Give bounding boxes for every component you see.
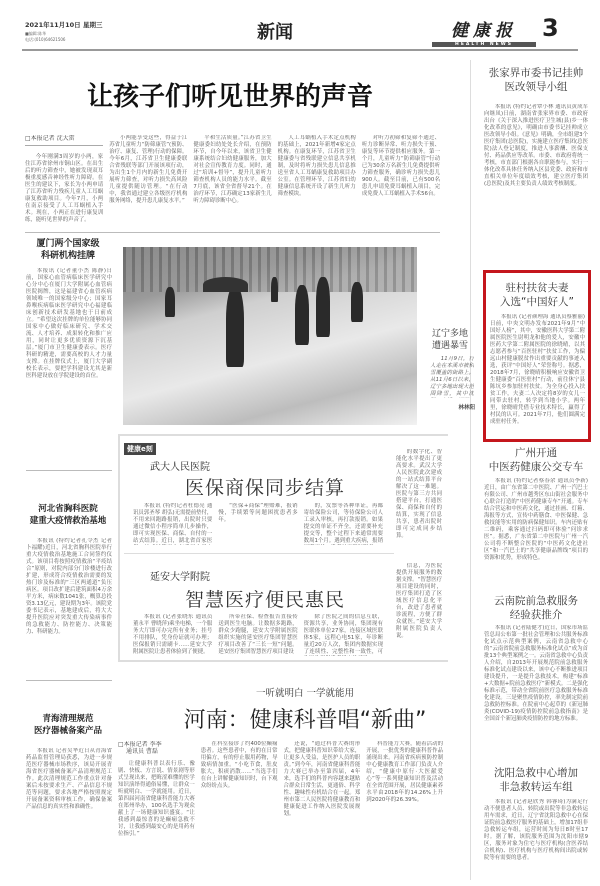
zhangjiajie-body: 本报讯 (特约记者覃小林 通讯员黄成军 向继凤)日前，湖南省张家界市委、市政府出台《关于深入推进医疗卫生城(县)乡一体化改革的意见》，明确由市委书记挂帅成立医改领导小组。《意见》明确，全市组建3个医疗集团(总医院)，实施建立医疗集团(总医院)法人登记制度，推进人事薪酬、医保支付、药品供应等改革。市委、市政府将统一考核，市直部门根据各自职能参与，实行一体化改革具体任务纳入区县党委、政府和市直相关单位年度绩效考核，建立医疗集团(总医院)及其主要负责人绩效考核制度。 xyxy=(484,104,588,187)
lead-article-body: □本报记者 沈大雷 今年刚满3周岁的小两，家住江苏省徐州市铜山区。在出生后的听力筛查中，她被发现双耳极重度感音神经性听力障碍。在医生的建议下，家长为小两申请了江苏省听力残疾儿童人工耳蜗康复救助项目。今年7月，小两在南京接受了人工耳蜗植入手术。现在，小两正在进行康复训练，能听见世界的声音了。 小两能享受这些，得益于江苏省儿童听力“防筛康管”(预防、治疗、康复、管理)行动的保障。今年6月，江苏省卫生健康委联合省残联等部门开展该项行动，为出生1个月内的新生儿免费开展听力筛查，对听力损失高风险儿童提供随访管理。“在行动中，我省通过建立各级医疗机构服务网络，提升患儿康复水平。” 平和生活质量。”江苏省卫生健康委妇幼处处长介绍，在预防环节，自今年以来，该省卫生健康系统结合妇幼健康服务，加大对社会宣传教育力度。同时，通过“培训+督导”，提升儿童听力筛查机构人员的能力水平。截至7月底，该省全省督导21个。在治疗环节，江苏确定13家新生儿听力障碍诊断中心。 人工耳蜗植入手术定点机构的基础上，2021年新增4家定点机构。在康复环节，江苏省卫生健康委与省残联建立信息共享机制，及时将听力损失患儿信息推送至省人工耳蜗康复救助项目办公室。在管理环节，江苏省妇幼健康信息系统开设了新生儿听力筛查模块。 对听力初筛和复筛不通过、听力诊断异常、听力损失干预、康复等环节提供相应服务。第一个月，儿童听力“防筛康管”行动已为30余万名新生儿免费提供听力筛查服务，确诊听力损失患儿900人。截至目前，已有500名患儿申请免费耳蜗植入项目，完成免费人工耳蜗植入手术56台。 xyxy=(25,135,441,223)
divider xyxy=(26,470,112,471)
guangzhou-body: 本报讯 (特约记者蔡春余 通讯员李新)近日，由广东省第二中医院、广州一汽巴士有限公司、广州市越秀区东山街社会服务中心联合打造的“中医药健康专车”开通。专车结合营运和中医药文化，通过挂画、灯箱、海报等方式，宣传中药膳食、中医保健、急救技能等实用的防病保健知识。车内还贴有二维码，乘客通过扫码即可体验“问诊求医”。据悉，广东省第二中医院与广州一汽公司将不断整合医院的“中医药文化进社区”和一汽巴士的“共享健康品牌线”项目的资源和优势，形成特色。 xyxy=(484,478,588,561)
divider xyxy=(25,232,440,233)
photo-headline: 辽宁多地 遭遇暴雪 xyxy=(431,329,468,351)
henan-headline: 河南：健康科普唱“新曲” xyxy=(183,708,427,733)
whu-body: 本报讯 (特约记者杜德亮 通讯员郭圣琴 胡弘)无需提前垫付，不用来回跑路报销，出院时只要通过微信小程序简单几步操作，即可实现医保、商保、自付的一站式结算。近日，湖北省首家医 “医保+商保”理赔难，报销慢，手续繁等问题困扰患者多年。 的，发票等各种单证，再邮寄给保险公司，等待保险公司人工录入审核，再打款报销。如果提交的单证不齐全，还需要补充提交等，整个过程下来通常需要数周1个月。遇到重大疾病，报销 xyxy=(133,503,383,544)
qinghai-body: 本报讯 记者吴华近日从青海省药品监督管理局获悉，为进一步规范医疗器械市场秩序，该局开展青海省医疗器械备案产品清理规范工作。此次清理规范工作重点针对备案后未按要求生产、产品信息不规范等问题，要求各地严格按照规定开展备案资料审核工作，确保备案产品信息的真实性和准确性。 xyxy=(26,748,112,810)
yanan-body-cont: 信息，为医院提供开展服务的数据支撑。“智慧医疗项目建设的同时，医疗集团打造了区域医疗信息化平台，改进了患者就诊流程，方便了群众就医。”延安大学附属医院负责人说。 xyxy=(396,563,442,639)
section-title: 新闻 xyxy=(257,22,293,43)
divider xyxy=(26,680,112,681)
issue-date: 2021年11月10日 星期三 xyxy=(25,21,103,29)
yunnan-headline: 云南院前急救服务 经验获推介 xyxy=(494,595,578,621)
yanan-body: 本报讯 (记者张晓东 通讯员董永平 曹晓萍)乘坐电梯，一个服务大厅即可办完所有业务；挂号不用排队，凭身份证就可办理；医保报销只需刷卡……延安大学附属医院让患者体验到了便捷。 所带社保、检查报告直接传送到医生电脑。让数据多跑路，群众少跑腿，延安大学附属医院组织实施的延安医疗集团智慧医疗项目改善了“三长一短”问题。延安医疗集团智慧医疗项目建设 除了医院之间的信息互联，资源共享，业务协同，集团现有医联体单位27家，连接区域医联体5家，远程心电51家，年诊断量近20万人次，集团内数据实现了连续性、完整性和一致性，可 xyxy=(133,614,383,655)
page-number: 3 xyxy=(542,14,559,42)
newspaper-logo: 健康报 HEALTH NEWS xyxy=(428,16,540,47)
hebei-body: 本报讯 (特约记者孔令杰 记者卜福耀)近日，河北省胸科医院举行重大疫情救治基地施工合同签约仪式。该项目将按照疫情救治“平疫结合”原则，对院内部分门诊楼进行改扩建，形成符合疫情救治需要的发热门诊及标准的“三区两通道”负压病区。项目改扩建后建筑面积4万余平方米，病床数1041张，概算总投资3.13亿元，建设期为3年。该院党委书记表示，基地建成后，将大大提升医院应对突发重大传染病事件的急救能力、防控能力、决策能力、科研能力。 xyxy=(26,538,112,635)
good-person-headline: 驻村扶贫夫妻 入选“中国好人” xyxy=(500,282,574,308)
lead-headline: 让孩子们听见世界的声音 xyxy=(86,82,373,112)
yunnan-body: 本报讯 (记者陆健才)近日，国家市场监管总局公布第一批社会管理和公共服务标准化试点示范典型案例，云南省急救中心的“云南省院前急救服务标准化试点”成为首批13个典型案例之一。云南省急救中心负责人介绍，自2013年开展规范院前急救服务标准化试点建设以来，该中心不断推进项目建设提升，一是提升急救技术，构建“标准+大数据+院前急救医疗”新模式。二是强化标准示范，带动全省院前医疗急救服务标准化建设。三是聚焦疫情防控，率先制定院前急救防控标准。在院前中心起草的《新冠肺炎(COVID-19)疫情防控院前急救指南》是全国首个新冠肺炎疫情防控的地方标准。 xyxy=(484,625,588,722)
editor: ■编辑:陈华 xyxy=(25,31,47,36)
henan-body: □本报记者 李季 通讯员 曹磊 让健康科普以表行乐、豫剧、快板、方言说、情景剧等形式呈现出来，把晦涩难懂的医学知识演绎得通俗易懂，让群众一听就明白、一学就能用。近日，第四届河南省健康科普能力大赛在郑州举办，100名选手为观众献上了一场健康知识盛宴。“让我感到最惊喜的是癫痫急救不讨，让我感到最安心的是用药有位指引。” 在科室接诊了约400位癫痫患者。这些患者中，有的在日常用偏方，有的停止服用药物，导致病情加重。“小吃节食，肚皮胀大，积痰消散……”当选手们在台上讲解健康知识时，台下观众纷纷点头。 还说，“通过科普大赛的形式，把健康科普知识带给大家，让更多人受益，是医护人员的职责。”到今年，河南省健康科普能力大赛已举办至第四届，4年来，选手们的科普内容越来越贴合群众日常生活，更通俗、科学性、趣味性有机结合在一起。郑州市第二人民医院将健康教育和健康促进工作纳入医院发展规划。 科普能力大赛，随着活动的开展，一批优秀的健康科普作品涌现出来。河南省疾病预防控制中心健康教育工作部门负责人介绍，“健康中原行·大医献爱心”等一系列健康知识普及活动在全省范围开展，居民健康素养水平由2018年的14.26%上升到2020年的26.39%。 xyxy=(118,741,443,837)
good-person-body: 本报讯 (记者颜理海 通讯员蔡雅丽)日前，中央文明办发布2021年9月“中国好人榜”，其中，安徽医科大学第二附属医院医生尉明龙和他的爱人，安徽中医药大学第二附属医院的徐晓晴，以其志愿者参与“百医驻村”扶贫工作，为偏远山村健康脱贫作出重要贡献的事迹入选，获评“中国好人”荣誉称号。据悉，2018年7月，徐晓晴积极响应安徽省卫生健康委“百医驻村”行动，前往休宁县陈坑乡参加驻村扶贫。为全身心投入扶贫工作，夫妻二人决定将8岁的女儿一同带去驻村，转学到当地小学。两年里，徐晓晴凭借专业技术特长，赢得了村民的认可。2021年7月，他们圆满完成驻村任务。 xyxy=(490,314,585,425)
phone: 电话:(010)64621506 xyxy=(25,37,66,42)
xiamen-headline: 厦门两个国家级 科研机构挂牌 xyxy=(36,239,100,261)
shenyang-body: 本报讯 (记者赵欣秀 韩睿琦)为满足行动不便患者人员、转院或出院等非急救转运用车需求，近日，辽宁省沈阳急救中心在保证院前急救医疗服务的基础上，增加17组非急救转运车组，运营时间为每日8时至17时。据了解，该院服务范围为沈阳市辖9区，服务对象为住宅与医疗机构(含医养结合机构)、医疗机构与医疗机构间出院或转院等有需要的患者。 xyxy=(484,799,588,861)
whu-kicker: 武大人民医院 xyxy=(150,462,210,473)
hebei-headline: 河北省胸科医院 建重大疫情救治基地 xyxy=(29,504,107,526)
zhangjiajie-headline: 张家界市委书记挂帅 医改领导小组 xyxy=(488,67,584,93)
guangzhou-headline: 广州开通 中医药健康公交专车 xyxy=(488,447,584,473)
henan-kicker: 一听就明白 一学就能用 xyxy=(255,688,355,699)
henan-byline: □本报记者 李季 通讯员 曹磊 xyxy=(118,741,162,755)
qinghai-headline: 青海清理规范 医疗器械备案产品 xyxy=(33,714,102,736)
yanan-kicker: 延安大学附院 xyxy=(150,572,210,583)
photo-caption: 11月9日，行人走在本溪市被积雪覆盖的街路上。从11月6日以来，辽宁多地出现大范围降雪，其中沈 xyxy=(430,356,474,397)
column-divider xyxy=(470,60,471,880)
divider xyxy=(124,553,394,554)
xiamen-body: 本报讯 (记者董小杰 陈静)日前，国家心血管病临床医学研究中心分中心在厦门大学附属心血管病医院揭牌，这是福建省心血管疾病领域唯一的国家级分中心；国家耳鼻喉疾病临床医学研究中心福建临床创新技术研发基地也于日前成立。“希望这次挂牌的单位能够协同国家中心做好临床研究、学术交流、人才培养、成果转化和推广应用，同时让更多优质资源下沉基层。”厦门市卫生健康委表示。医疗科研的精进，需要高校的人才力量支撑。在挂牌仪式上，厦门大学副校长表示，要把学科建设尤其是新医科建设放在学院建设的首位。 xyxy=(26,268,112,379)
yanan-headline: 智慧医疗便民惠民 xyxy=(184,589,345,611)
snow-street-photo xyxy=(123,247,417,425)
whu-body-cont: 的数字化、智能化水平提出了更高要求。武汉大学人民医院此次建成的一站式结算平台解决了这一难题。医院与第三方共同搭建平台，打通医保、商保和自付的结算，实现了信息共享，患者出院时即可完成同步结算。 xyxy=(396,449,442,539)
shenyang-headline: 沈阳急救中心增加 非急救转运车组 xyxy=(494,767,578,793)
header-date-block xyxy=(25,20,102,43)
photo-credit: 林林阳 xyxy=(458,405,475,411)
health-e-tag: 健康e刻 xyxy=(124,443,156,455)
whu-headline: 医保商保同步结算 xyxy=(184,477,345,499)
lead-byline: □本报记者 沈大雷 xyxy=(25,135,103,146)
header-rule xyxy=(22,49,578,51)
